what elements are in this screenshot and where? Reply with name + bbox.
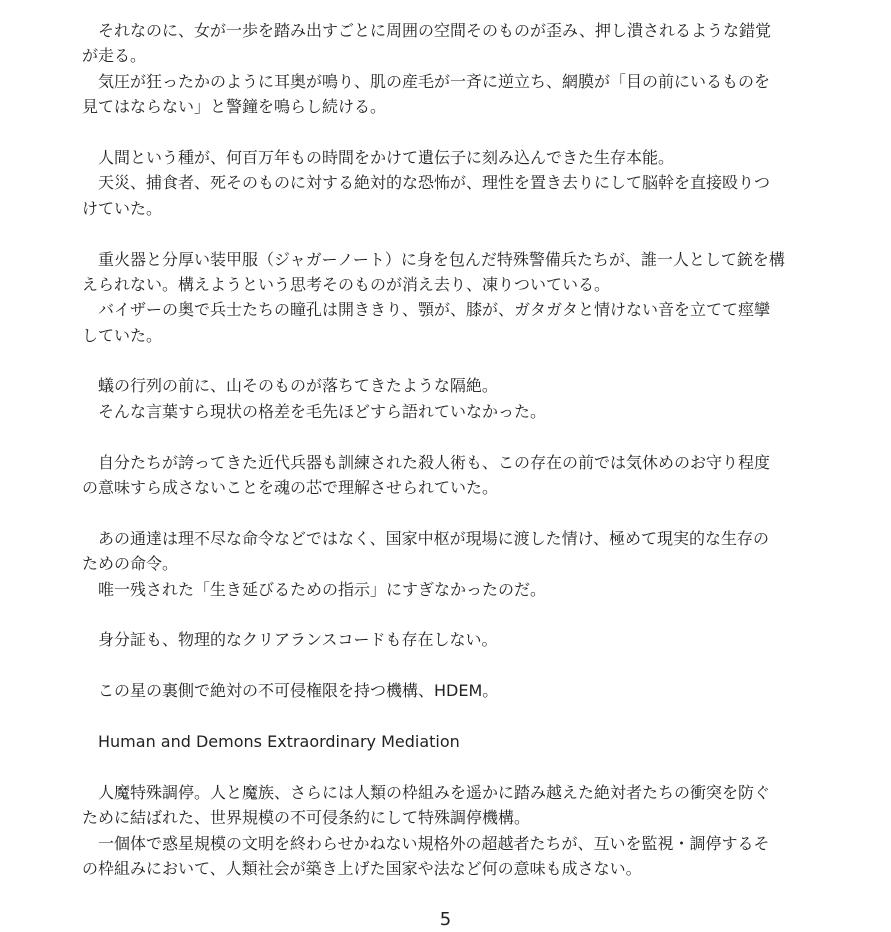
blank-line <box>82 704 810 729</box>
text-line: この星の裏側で絶対の不可侵権限を持つ機構、HDEM。 <box>82 681 499 701</box>
text-line: ための命令。 <box>82 554 179 574</box>
text-line: 自分たちが誇ってきた近代兵器も訓練された殺人術も、この存在の前では気休めのお守り程度 <box>82 452 771 472</box>
blank-line <box>82 500 810 525</box>
text-line: ために結ばれた、世界規模の不可侵条約にして特殊調停機構。 <box>82 808 531 828</box>
text-line: 人魔特殊調停。人と魔族、さらには人類の枠組みを遥かに踏み越えた絶対者たちの衝突を防ぐ <box>82 782 771 802</box>
document-body <box>82 18 810 881</box>
text-line: の意味すら成さないことを魂の芯で理解させられていた。 <box>82 478 499 498</box>
text-line: あの通達は理不尽な命令などではなく、国家中枢が現場に渡した情け、極めて現実的な生存の <box>82 528 770 548</box>
text-line: 身分証も、物理的なクリアランスコードも存在しない。 <box>82 630 498 650</box>
text-line: 人間という種が、何百万年もの時間をかけて遺伝子に刻み込んできた生存本能。 <box>82 147 675 167</box>
text-line: けていた。 <box>82 198 163 218</box>
text-line: 気圧が狂ったかのように耳奥が鳴り、肌の産毛が一斉に逆立ち、網膜が「目の前にいるものを <box>82 71 771 91</box>
text-line: それなのに、女が一歩を踏み出すごとに周囲の空間そのものが歪み、押し潰されるような錯覚 <box>82 21 771 40</box>
text-line: 見てはならない」と警鐘を鳴らし続ける。 <box>82 97 387 117</box>
blank-line <box>82 602 810 627</box>
text-line: 一個体で惑星規模の文明を終わらせかねない規格外の超越者たちが、互いを監視・調停するそ <box>82 833 770 853</box>
text-line: Human and Demons Extraordinary Mediation <box>82 731 460 751</box>
text-line: 天災、捕食者、死そのものに対する絶対的な恐怖が、理性を置き去りにして脳幹を直接殴りつ <box>82 173 771 193</box>
text-line: えられない。構えようという思考そのものが消え去り、凍りついている。 <box>82 274 611 294</box>
text-line: 重火器と分厚い装甲服（ジャガーノート）に身を包んだ特殊警備兵たちが、誰一人として銃を構 <box>82 249 785 269</box>
text-line: が走る。 <box>82 46 147 66</box>
blank-line <box>82 221 810 246</box>
blank-line <box>82 754 810 779</box>
blank-line <box>82 120 810 145</box>
text-line: バイザーの奥で兵士たちの瞳孔は開ききり、顎が、膝が、ガタガタと情けない音を立てて痙攣 <box>82 300 771 320</box>
text-line: していた。 <box>82 325 163 345</box>
text-line: 唯一残された「生き延びるための指示」にすぎなかったのだ。 <box>82 579 547 599</box>
text-line: の枠組みにおいて、人類社会が築き上げた国家や法など何の意味も成さない。 <box>82 858 642 878</box>
page-number: 5 <box>439 909 452 930</box>
blank-line <box>82 653 810 678</box>
blank-line <box>82 348 810 373</box>
text-line: そんな言葉すら現状の格差を毛先ほどすら語れていなかった。 <box>82 401 547 421</box>
blank-line <box>82 424 810 449</box>
text-line: 蟻の行列の前に、山そのものが落ちてきたような隔絶。 <box>82 376 498 396</box>
